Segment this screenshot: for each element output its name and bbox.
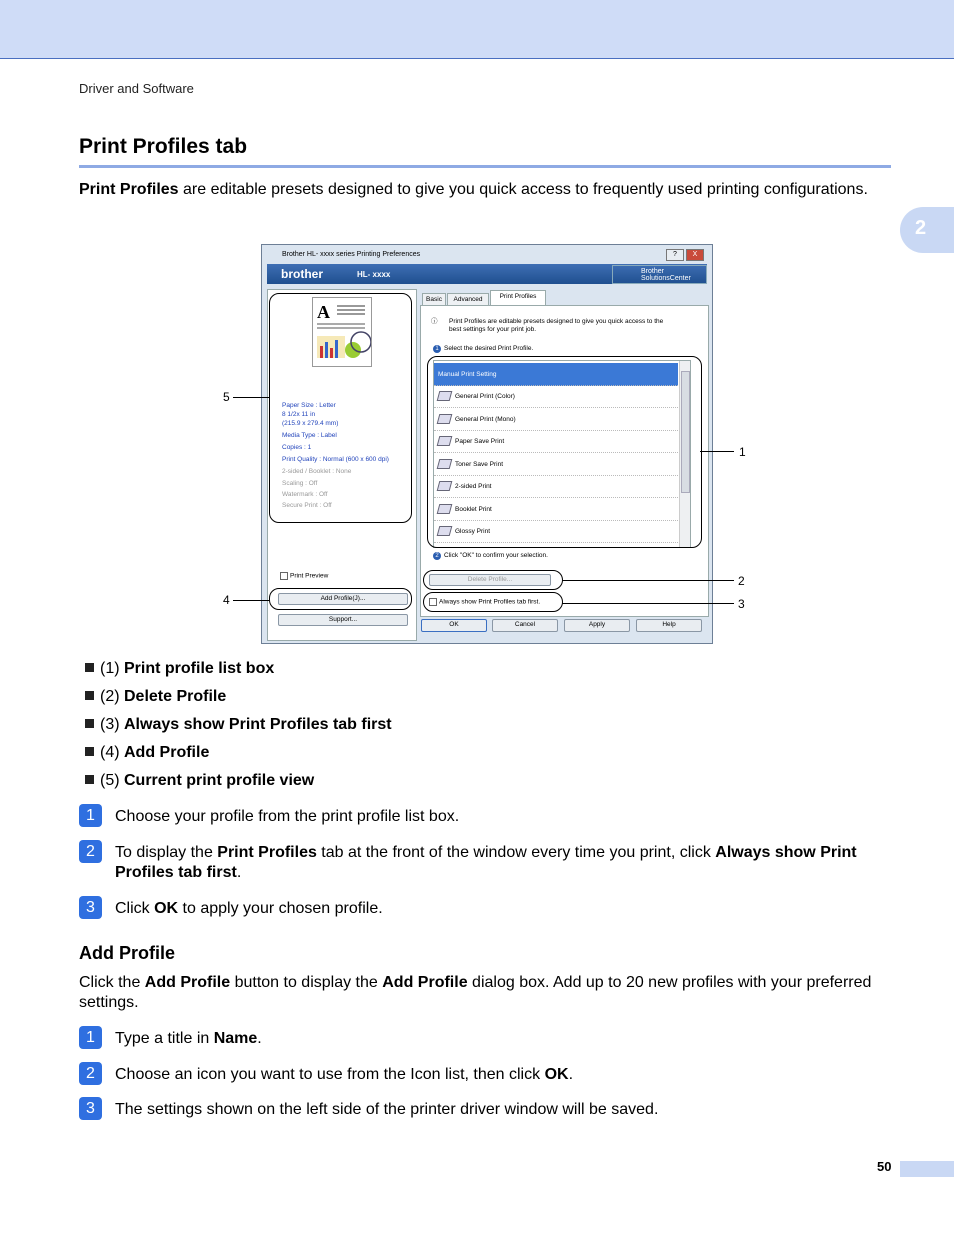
callout-1-outline — [427, 356, 702, 548]
callout-5-outline — [269, 293, 412, 523]
list-item[interactable]: Paper Save Print — [434, 430, 678, 453]
leader-line-4 — [233, 600, 269, 601]
callout-2-outline — [423, 570, 563, 590]
help-icon[interactable]: ? — [666, 249, 684, 261]
delete-profile-button[interactable]: Delete Profile... — [429, 574, 551, 586]
step-text: Click OK to apply your chosen profile. — [115, 900, 383, 917]
print-preview-label: Print Preview — [290, 572, 329, 580]
step-number-badge: 1 — [79, 804, 102, 827]
info-icon: ⓘ — [431, 318, 438, 325]
checkbox-icon — [280, 572, 288, 580]
window-title: Brother HL- xxxx series Printing Preferences — [282, 251, 421, 258]
info-secure-print: Secure Print : Off — [282, 502, 332, 509]
section-heading: Add Profile — [79, 943, 176, 963]
bullet-item: (5) Current print profile view — [85, 771, 314, 791]
bullet-item: (2) Delete Profile — [85, 687, 226, 707]
callout-number-2: 2 — [738, 574, 745, 588]
leader-line-1 — [700, 451, 734, 452]
window-titlebar — [262, 245, 712, 263]
list-item[interactable]: General Print (Color) — [434, 385, 678, 408]
tab-print-profiles[interactable]: Print Profiles — [490, 290, 546, 306]
page-number-bar — [900, 1161, 954, 1177]
step-text: Type a title in Name. — [115, 1030, 262, 1047]
square-bullet-icon — [85, 663, 94, 672]
info-paper-mm: (215.9 x 279.4 mm) — [282, 420, 339, 427]
leader-line-3 — [562, 603, 734, 604]
info-duplex: 2-sided / Booklet : None — [282, 468, 352, 475]
title-rule — [79, 165, 891, 168]
step-number-badge: 2 — [79, 840, 102, 863]
step2-text: Click "OK" to confirm your selection. — [444, 552, 548, 559]
leader-line-2 — [562, 580, 734, 581]
list-item[interactable]: Manual Print Setting — [434, 363, 678, 386]
callout-3-outline — [423, 592, 563, 612]
list-item[interactable]: 2-sided Print — [434, 475, 678, 498]
step2-badge: 2 — [433, 552, 441, 560]
step1-badge: 1 — [433, 345, 441, 353]
info-scaling: Scaling : Off — [282, 480, 318, 487]
page-number: 50 — [877, 1159, 892, 1174]
brand-banner — [267, 264, 707, 284]
model-name: HL- xxxx — [357, 270, 391, 279]
always-show-label: Always show Print Profiles tab first. — [439, 598, 541, 606]
callout-number-1: 1 — [739, 445, 746, 459]
bullet-item: (1) Print profile list box — [85, 659, 274, 679]
list-item[interactable]: Toner Save Print — [434, 453, 678, 476]
intro-paragraph — [79, 180, 891, 200]
chapter-number: 2 — [915, 217, 927, 239]
info-paper-size: Paper Size : Letter — [282, 402, 336, 409]
intro-text: are editable presets designed to give you quick access to frequently used printing configurations. — [178, 181, 868, 198]
list-item[interactable]: General Print (Mono) — [434, 408, 678, 431]
info-paper-inch: 8 1/2x 11 in — [282, 411, 316, 418]
apply-button[interactable]: Apply — [564, 619, 630, 632]
step2-label — [433, 552, 548, 560]
info-copies: Copies : 1 — [282, 444, 312, 451]
page-title: Print Profiles tab — [79, 135, 248, 158]
solutions-center-button[interactable] — [612, 265, 707, 284]
callout-4-outline — [269, 588, 412, 610]
step-number-badge: 2 — [79, 1062, 102, 1085]
step-number-badge: 1 — [79, 1026, 102, 1049]
step-number-badge: 3 — [79, 896, 102, 919]
step1-label — [433, 345, 533, 353]
intro-bold: Print Profiles — [79, 181, 179, 198]
ok-button[interactable]: OK — [421, 619, 487, 632]
bullet-item: (4) Add Profile — [85, 743, 209, 763]
square-bullet-icon — [85, 719, 94, 728]
help-button[interactable]: Help — [636, 619, 702, 632]
solutions-center-label: Brother SolutionsCenter — [641, 268, 691, 282]
add-profile-button[interactable]: Add Profile(J)... — [278, 593, 408, 605]
step-text: Choose your profile from the print profile list box. — [115, 808, 460, 825]
step-number-badge: 3 — [79, 1097, 102, 1120]
step-text: Choose an icon you want to use from the Icon list, then click OK. — [115, 1066, 574, 1083]
tab-basic[interactable]: Basic — [422, 293, 446, 307]
svg-text:A: A — [317, 302, 330, 322]
leader-line-5 — [233, 397, 269, 398]
description-line-1: Print Profiles are editable presets designed to give you quick access to the — [449, 318, 664, 325]
print-preview-checkbox[interactable] — [280, 572, 328, 580]
running-header: Driver and Software — [79, 81, 194, 96]
cancel-button[interactable]: Cancel — [492, 619, 558, 632]
list-item[interactable]: Glossy Print — [434, 520, 678, 543]
support-button[interactable]: Support... — [278, 614, 408, 626]
tab-advanced[interactable]: Advanced — [447, 293, 489, 307]
square-bullet-icon — [85, 747, 94, 756]
bullet-item: (3) Always show Print Profiles tab first — [85, 715, 392, 735]
square-bullet-icon — [85, 691, 94, 700]
info-print-quality: Print Quality : Normal (600 x 600 dpi) — [282, 456, 389, 463]
description-line-2: best settings for your print job. — [449, 326, 537, 333]
info-watermark: Watermark : Off — [282, 491, 328, 498]
info-media-type: Media Type : Label — [282, 432, 337, 439]
add-profile-paragraph: Click the Add Profile button to display the Add Profile dialog box. Add up to 20 new profiles with your preferred settings. — [79, 974, 872, 1011]
brother-logo: brother — [281, 267, 323, 281]
step-text: The settings shown on the left side of the printer driver window will be saved. — [115, 1101, 659, 1118]
callout-number-5: 5 — [223, 390, 230, 404]
step1-text: Select the desired Print Profile. — [444, 345, 534, 352]
step-text: To display the Print Profiles tab at the front of the window every time you print, click Always show Print Profiles tab first. — [115, 844, 857, 881]
close-icon[interactable]: X — [686, 249, 704, 261]
callout-number-3: 3 — [738, 597, 745, 611]
chapter-tab — [900, 207, 954, 253]
top-band — [0, 0, 954, 59]
square-bullet-icon — [85, 775, 94, 784]
list-item[interactable]: Booklet Print — [434, 498, 678, 521]
callout-number-4: 4 — [223, 593, 230, 607]
